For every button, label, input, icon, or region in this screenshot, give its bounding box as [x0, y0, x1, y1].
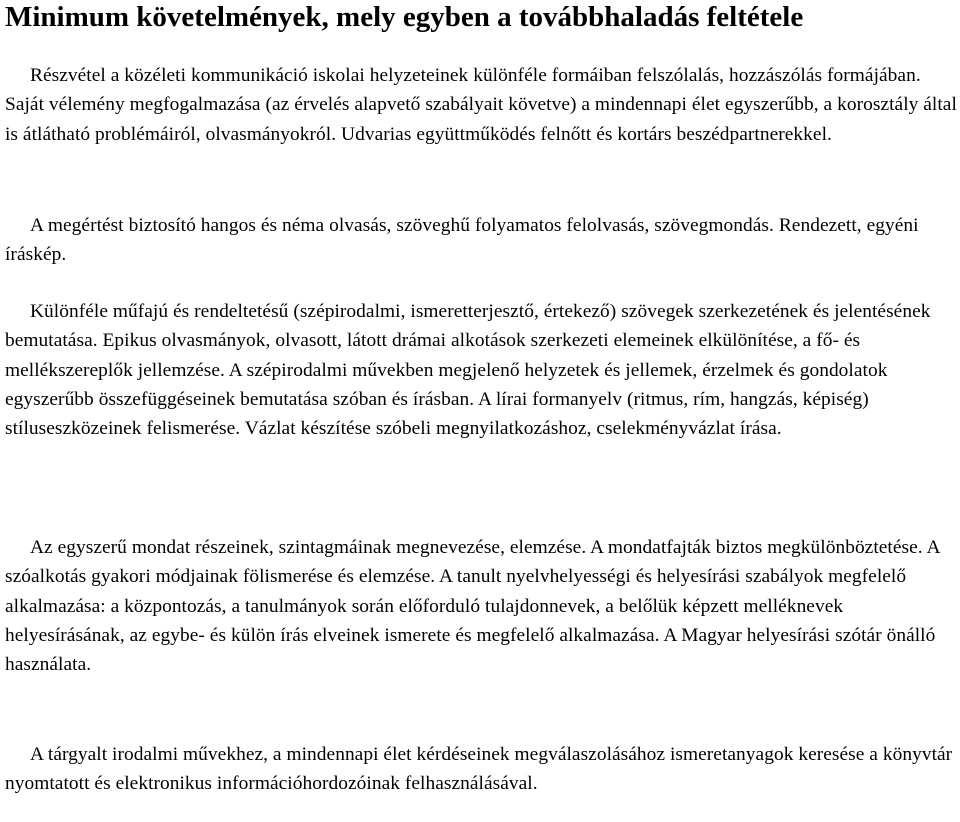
page-title: Minimum követelmények, mely egyben a továbbhaladás feltétele — [5, 1, 804, 33]
paragraph-reading: A megértést biztosító hangos és néma olvasás, szöveghű folyamatos felolvasás, szövegmondás. Rendezett, egyéni íráskép. — [5, 215, 919, 266]
paragraph-communication: Részvétel a közéleti kommunikáció iskolai helyzeteinek különféle formáiban felszólalás, hozzászólás formájában. Saját vélemény megfogalmazása (az érvelés alapvető szabályait követve) a mindennapi élet egyszerűbb, a korosztály által is átlátható problémáiról, olvasmányokról. Udvarias együttműködés felnőtt és kortárs beszédpartnerekkel. — [5, 65, 957, 145]
paragraph-grammar: Az egyszerű mondat részeinek, szintagmáinak megnevezése, elemzése. A mondatfajták biztos megkülönböztetése. A szóalkotás gyakori módjainak fölismerése és elemzése. A tanult nyelvhelyességi és helyesírási szabályok megfelelő alkalmazása: a központozás, a tanulmányok során előforduló tulajdonnevek, a belőlük képzett melléknevek helyesírásának, az egybe- és külön írás elveinek ismerete és megfelelő alkalmazása. A Magyar helyesírási szótár önálló használata. — [5, 537, 940, 676]
paragraph-text-analysis: Különféle műfajú és rendeltetésű (szépirodalmi, ismeretterjesztő, értekező) szövegek szerkezetének és jelentésének bemutatása. Epikus olvasmányok, olvasott, látott drámai alkotások szerkezeti elemeinek elkülönítése, a fő- és mellékszereplők jellemzése. A szépirodalmi művekben megjelenő helyzetek és jellemek, érzelmek és gondolatok egyszerűbb összefüggéseinek bemutatása szóban és írásban. A lírai formanyelv (ritmus, rím, hangzás, képiség) stíluseszközeinek felismerése. Vázlat készítése szóbeli megnyilatkozáshoz, cselekményvázlat írása. — [5, 301, 931, 440]
paragraph-library: A tárgyalt irodalmi művekhez, a mindennapi élet kérdéseinek megválaszolásához ismeretanyagok keresése a könyvtár nyomtatott és elektronikus információhordozóinak felhasználásával. — [5, 744, 953, 795]
